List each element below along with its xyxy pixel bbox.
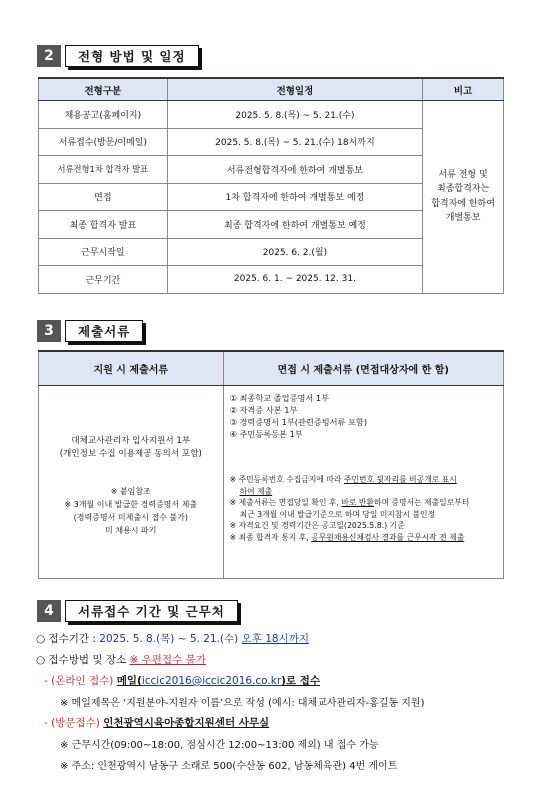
- note-line: [230, 509, 497, 521]
- section-number: 2: [37, 45, 61, 67]
- doc-line: (개인정보 수집 이용제공 동의서 포함): [59, 449, 202, 459]
- note-text: 하며 증명서는 제출일로부터: [373, 498, 470, 508]
- period-deadline: 오후 18시까지: [241, 633, 310, 645]
- column-header: 전형구분: [39, 78, 168, 101]
- interview-docs-cell: [223, 386, 503, 579]
- section-number: 3: [37, 320, 61, 342]
- column-header: 지원 시 제출서류: [39, 351, 224, 386]
- interview-notes: [230, 474, 497, 544]
- doc-item: ① 최종학교 졸업증명서 1부: [229, 393, 330, 403]
- note-line: ※ 3개월 이내 발급한 경력증명서 제출: [64, 500, 198, 509]
- date-cell: 2025. 6. 2.(월): [167, 238, 422, 266]
- address-note: ※ 주소: 인천광역시 남동구 소래로 500(수산동 602, 남동체육관) 4번 게이트: [60, 761, 398, 772]
- note-line: [230, 486, 497, 498]
- line-label: - (방문접수): [44, 717, 104, 729]
- section-3-header: [37, 320, 143, 342]
- email-subject-note: ※ 메일제목은 ‘지원분야-지원자 이름’으로 작성 (예시: 대체교사관리자-홍길동 지원): [60, 698, 425, 709]
- date-cell: 2025. 6. 1. ~ 2025. 12. 31.: [167, 266, 422, 294]
- office-name: 인천광역시육아종합지원센터 사무실: [103, 717, 270, 729]
- remark-line: 서류 전형 및: [438, 169, 488, 180]
- table-header-row: [39, 78, 504, 101]
- stage-cell: 서류전형1차 합격자 발표: [39, 156, 168, 184]
- line-label: - (온라인 접수): [44, 675, 117, 687]
- note-line: (경력증명서 미제출시 접수 불가): [73, 513, 188, 522]
- note-emphasis: 바로 반환: [341, 498, 374, 508]
- visit-application-line: [44, 715, 269, 730]
- line-text: 메일(: [116, 675, 142, 687]
- remark-line: 개별통보: [445, 213, 481, 224]
- note-text: 최근 3개월 이내 발급기준으로 하며 당일 미지참시 불인정: [239, 509, 436, 519]
- line-label: ○ 접수기간 :: [36, 633, 100, 645]
- date-cell: 서류전형합격자에 한하여 개별통보: [167, 156, 422, 184]
- stage-cell: 면접: [39, 183, 168, 211]
- stage-cell: 근무시작일: [39, 238, 168, 266]
- section-4-header: [37, 600, 238, 622]
- section-title: 전형 방법 및 일정: [65, 45, 199, 67]
- table-row: [39, 101, 504, 129]
- doc-line: 대체교사관리자 입사지원서 1부: [71, 436, 191, 446]
- note-text: ※ 주민등록번호 수집금지에 따라: [229, 475, 344, 484]
- application-method-line: [36, 652, 206, 667]
- note-text: ※ 자격요건 및 경력기간은 공고일(2025.5.8.) 기준: [229, 521, 405, 531]
- remark-line: 최종합격자는: [436, 184, 490, 195]
- stage-cell: 채용공고(홈페이지): [39, 101, 168, 129]
- section-2-header: [37, 45, 199, 67]
- doc-item: ④ 주민등록등본 1부: [229, 429, 303, 439]
- column-header: 비고: [423, 78, 504, 101]
- doc-item: ② 자격증 사본 1부: [229, 405, 298, 415]
- application-period-line: [36, 631, 309, 646]
- stage-cell: 근무기간: [39, 266, 168, 294]
- date-cell: 2025. 5. 8.(목) ~ 5. 21.(수) 18시까지: [167, 128, 422, 156]
- note-emphasis: 주민번호 뒷자리를 비공개로 표시: [343, 475, 457, 484]
- column-header: 면접 시 제출서류 (면접대상자에 한 함): [223, 351, 503, 386]
- column-header: 전형일정: [167, 78, 422, 101]
- date-cell: 2025. 5. 8.(목) ~ 5. 21.(수): [167, 101, 422, 129]
- documents-table: [38, 350, 504, 579]
- note-line: 미 채용시 파기: [105, 526, 157, 535]
- date-cell: 1차 합격자에 한하여 개별통보 예정: [167, 183, 422, 211]
- note-text: ※ 최종 합격자 통지 후,: [229, 532, 312, 542]
- line-text: )로 접수: [281, 675, 321, 687]
- note-emphasis: 하여 제출: [239, 486, 273, 496]
- section-title: 제출서류: [65, 320, 143, 342]
- no-mail-warning: ※ 우편접수 불가: [129, 654, 206, 666]
- period-dates: 2025. 5. 8.(목) ~ 5. 21.(수): [99, 633, 242, 645]
- note-line: ※ 붙임참조: [110, 487, 151, 496]
- note-emphasis: 공무원채용신체검사 결과를 근무시작 전 제출: [311, 532, 465, 542]
- table-header-row: [39, 351, 504, 386]
- note-line: [230, 474, 497, 486]
- section-title: 서류접수 기간 및 근무처: [65, 600, 238, 622]
- working-hours-note: ※ 근무시간(09:00~18:00, 점심시간 12:00~13:00 제외) 내 접수 가능: [60, 740, 379, 751]
- remark-cell: [423, 101, 504, 294]
- application-docs-cell: [39, 386, 224, 579]
- online-application-line: [44, 673, 320, 688]
- section-number: 4: [37, 600, 61, 622]
- note-line: [230, 532, 497, 544]
- note-text: ※ 제출서류는 면접당일 확인 후,: [229, 498, 342, 508]
- line-label: ○ 접수방법 및 장소: [36, 654, 130, 666]
- table-row: [39, 386, 504, 579]
- schedule-table: [38, 77, 504, 294]
- stage-cell: 서류접수(방문/이메일): [39, 128, 168, 156]
- stage-cell: 최종 합격자 발표: [39, 211, 168, 239]
- note-line: [230, 497, 497, 509]
- note-line: [230, 520, 497, 532]
- email-link[interactable]: iccic2016@iccic2016.co.kr: [141, 675, 282, 687]
- doc-item: ③ 경력증명서 1부(관련증빙서류 포함): [229, 417, 368, 427]
- date-cell: 최종 합격자에 한하여 개별통보 예정: [167, 211, 422, 239]
- remark-line: 합격자에 한하여: [431, 198, 495, 209]
